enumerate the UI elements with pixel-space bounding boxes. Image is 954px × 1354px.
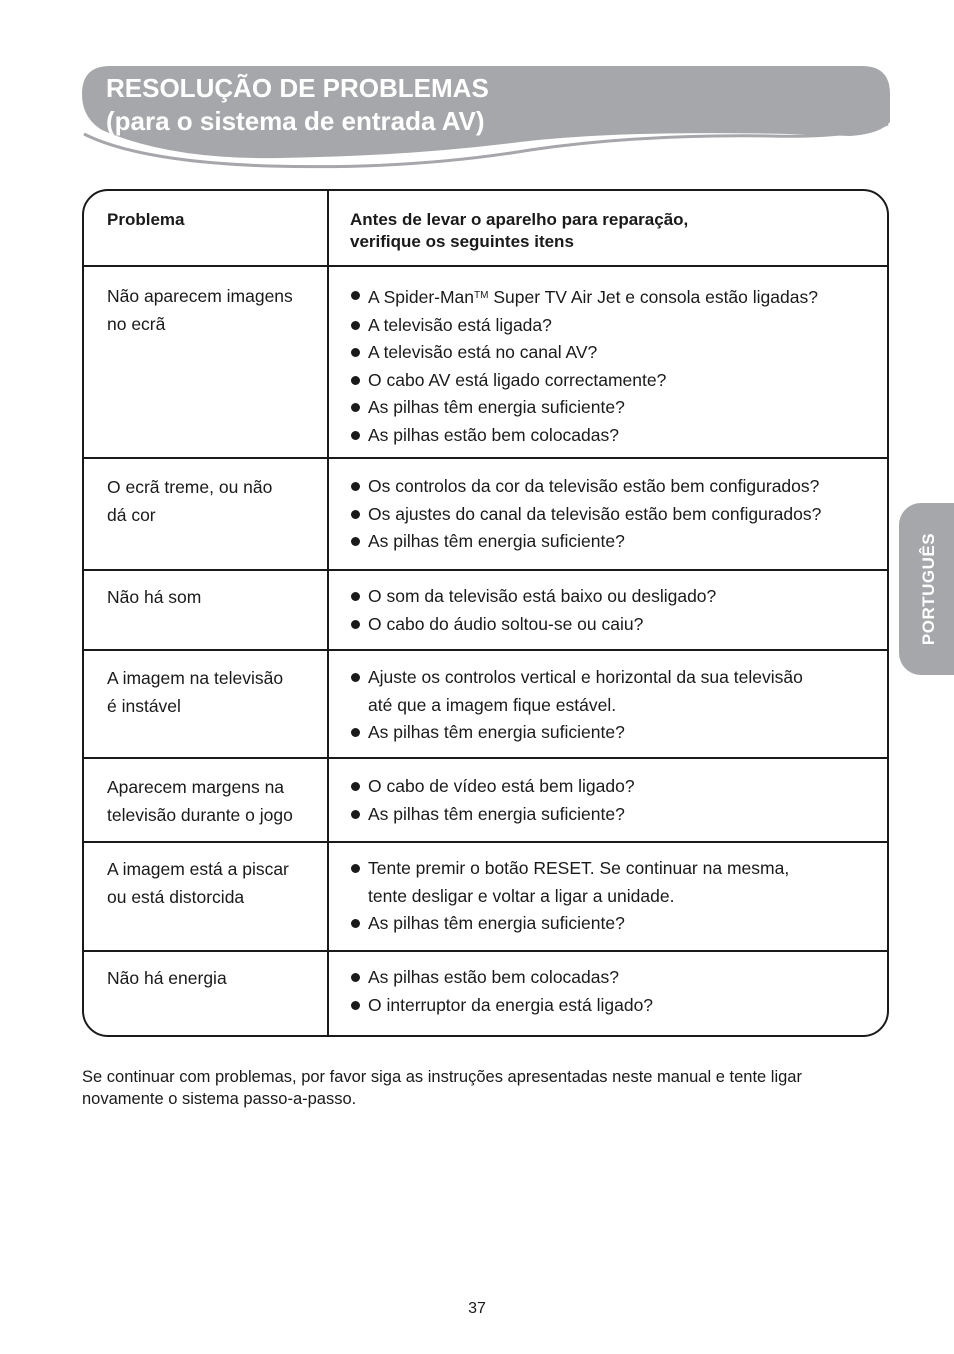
check-item <box>350 312 889 340</box>
trademark-mark: TM <box>474 290 489 301</box>
problem-cell <box>107 583 321 611</box>
bullet-icon <box>351 973 360 982</box>
check-text: A Spider-Man <box>368 287 475 307</box>
check-item <box>350 855 889 883</box>
footer-note-line2: novamente o sistema passo-a-passo. <box>82 1090 357 1108</box>
column-header-checks-line2: verifique os seguintes itens <box>350 232 574 251</box>
problem-text-line: é instável <box>107 696 181 716</box>
page-title <box>106 72 489 138</box>
language-tab[interactable] <box>899 503 954 675</box>
check-item <box>350 719 889 747</box>
problem-text-line: A imagem na televisão <box>107 668 284 688</box>
page-title-line2: (para o sistema de entrada AV) <box>106 106 485 136</box>
troubleshooting-table <box>82 189 889 1037</box>
bullet-icon <box>351 592 360 601</box>
check-text: Tente premir o botão RESET. Se continuar na mesma, <box>368 858 790 878</box>
bullet-icon <box>351 919 360 928</box>
check-text: O som da televisão está baixo ou desligado? <box>368 586 717 606</box>
check-text: As pilhas estão bem colocadas? <box>368 424 619 445</box>
table-row <box>84 267 887 457</box>
problem-cell <box>107 473 321 529</box>
problem-text-line: Não há energia <box>107 968 227 988</box>
table-header-row <box>84 191 887 266</box>
bullet-icon <box>351 431 360 440</box>
problem-cell <box>107 664 321 720</box>
problem-cell <box>107 773 321 829</box>
check-item <box>350 801 889 829</box>
check-text: Os ajustes do canal da televisão estão bem configurados? <box>368 503 822 524</box>
problem-text-line: Não há som <box>107 587 202 607</box>
checks-cell <box>350 964 889 1019</box>
bullet-icon <box>351 482 360 491</box>
problem-text-line: O ecrã treme, ou não <box>107 477 273 497</box>
bullet-icon <box>351 376 360 385</box>
check-text: As pilhas têm energia suficiente? <box>368 397 625 417</box>
problem-text-line: Não aparecem imagens <box>107 286 293 306</box>
checks-cell <box>350 773 889 828</box>
check-text: O cabo AV está ligado correctamente? <box>368 369 667 390</box>
header-banner <box>80 62 894 172</box>
check-item <box>350 664 889 692</box>
footer-note <box>82 1066 892 1110</box>
page-number: 37 <box>468 1300 486 1317</box>
check-item <box>350 367 889 395</box>
check-text: As pilhas estão bem colocadas? <box>368 967 619 987</box>
table-row <box>84 759 887 841</box>
check-text: A televisão está no canal AV? <box>368 342 598 362</box>
check-item <box>350 528 889 556</box>
check-item <box>350 422 889 450</box>
page-title-line1: RESOLUÇÃO DE PROBLEMAS <box>106 73 489 103</box>
checks-cell <box>350 855 889 938</box>
problem-cell <box>107 855 321 911</box>
problem-text-line: A imagem está a piscar <box>107 859 289 879</box>
check-text: Super TV Air Jet e consola estão ligadas? <box>488 287 818 307</box>
bullet-icon <box>351 864 360 873</box>
bullet-icon <box>351 403 360 412</box>
checks-cell <box>350 282 889 449</box>
bullet-icon <box>351 728 360 737</box>
bullet-icon <box>351 321 360 330</box>
check-text: Os controlos da cor da televisão estão bem configurados? <box>368 476 820 496</box>
check-item <box>350 583 889 611</box>
check-text: O cabo do áudio soltou-se ou caiu? <box>368 613 644 634</box>
check-item <box>350 501 889 529</box>
table-row <box>84 952 887 1037</box>
check-text: Ajuste os controlos vertical e horizontal da sua televisão <box>368 667 803 687</box>
check-item <box>350 773 889 801</box>
table-row <box>84 651 887 757</box>
check-item <box>350 339 889 367</box>
bullet-icon <box>351 673 360 682</box>
problem-cell <box>107 282 321 338</box>
problem-text-line: no ecrã <box>107 314 166 334</box>
bullet-icon <box>351 1001 360 1010</box>
table-row <box>84 459 887 569</box>
check-item <box>350 964 889 992</box>
column-header-checks-line1: Antes de levar o aparelho para reparação, <box>350 210 689 229</box>
problem-text-line: Aparecem margens na <box>107 777 285 797</box>
check-item-continuation: tente desligar e voltar a ligar a unidade. <box>368 885 675 906</box>
checks-cell <box>350 664 889 747</box>
bullet-icon <box>351 782 360 791</box>
check-text: O cabo de vídeo está bem ligado? <box>368 776 635 796</box>
checks-cell <box>350 583 889 638</box>
bullet-icon <box>351 291 360 300</box>
check-item <box>350 282 889 312</box>
bullet-icon <box>351 537 360 546</box>
check-text: As pilhas têm energia suficiente? <box>368 531 625 551</box>
check-text: O interruptor da energia está ligado? <box>368 994 654 1015</box>
check-text: As pilhas têm energia suficiente? <box>368 722 625 742</box>
problem-text-line: televisão durante o jogo <box>107 805 293 825</box>
check-item-continuation: até que a imagem fique estável. <box>368 694 617 715</box>
check-item <box>350 473 889 501</box>
check-item <box>350 992 889 1020</box>
check-item <box>350 611 889 639</box>
problem-cell <box>107 964 321 992</box>
table-row <box>84 843 887 950</box>
table-row <box>84 571 887 651</box>
bullet-icon <box>351 810 360 819</box>
bullet-icon <box>351 348 360 357</box>
language-tab-label: PORTUGUÊS <box>919 532 938 646</box>
problem-text-line: ou está distorcida <box>107 887 245 907</box>
check-text: As pilhas têm energia suficiente? <box>368 803 625 824</box>
footer-note-line1: Se continuar com problemas, por favor siga as instruções apresentadas neste manual e tente ligar <box>82 1068 802 1086</box>
check-item <box>350 394 889 422</box>
check-item <box>350 910 889 938</box>
check-text: As pilhas têm energia suficiente? <box>368 913 625 933</box>
checks-cell <box>350 473 889 556</box>
check-text: A televisão está ligada? <box>368 314 552 335</box>
problem-text-line: dá cor <box>107 505 156 525</box>
bullet-icon <box>351 510 360 519</box>
bullet-icon <box>351 620 360 629</box>
column-header-checks <box>350 209 889 253</box>
column-header-problem: Problema <box>107 210 185 229</box>
